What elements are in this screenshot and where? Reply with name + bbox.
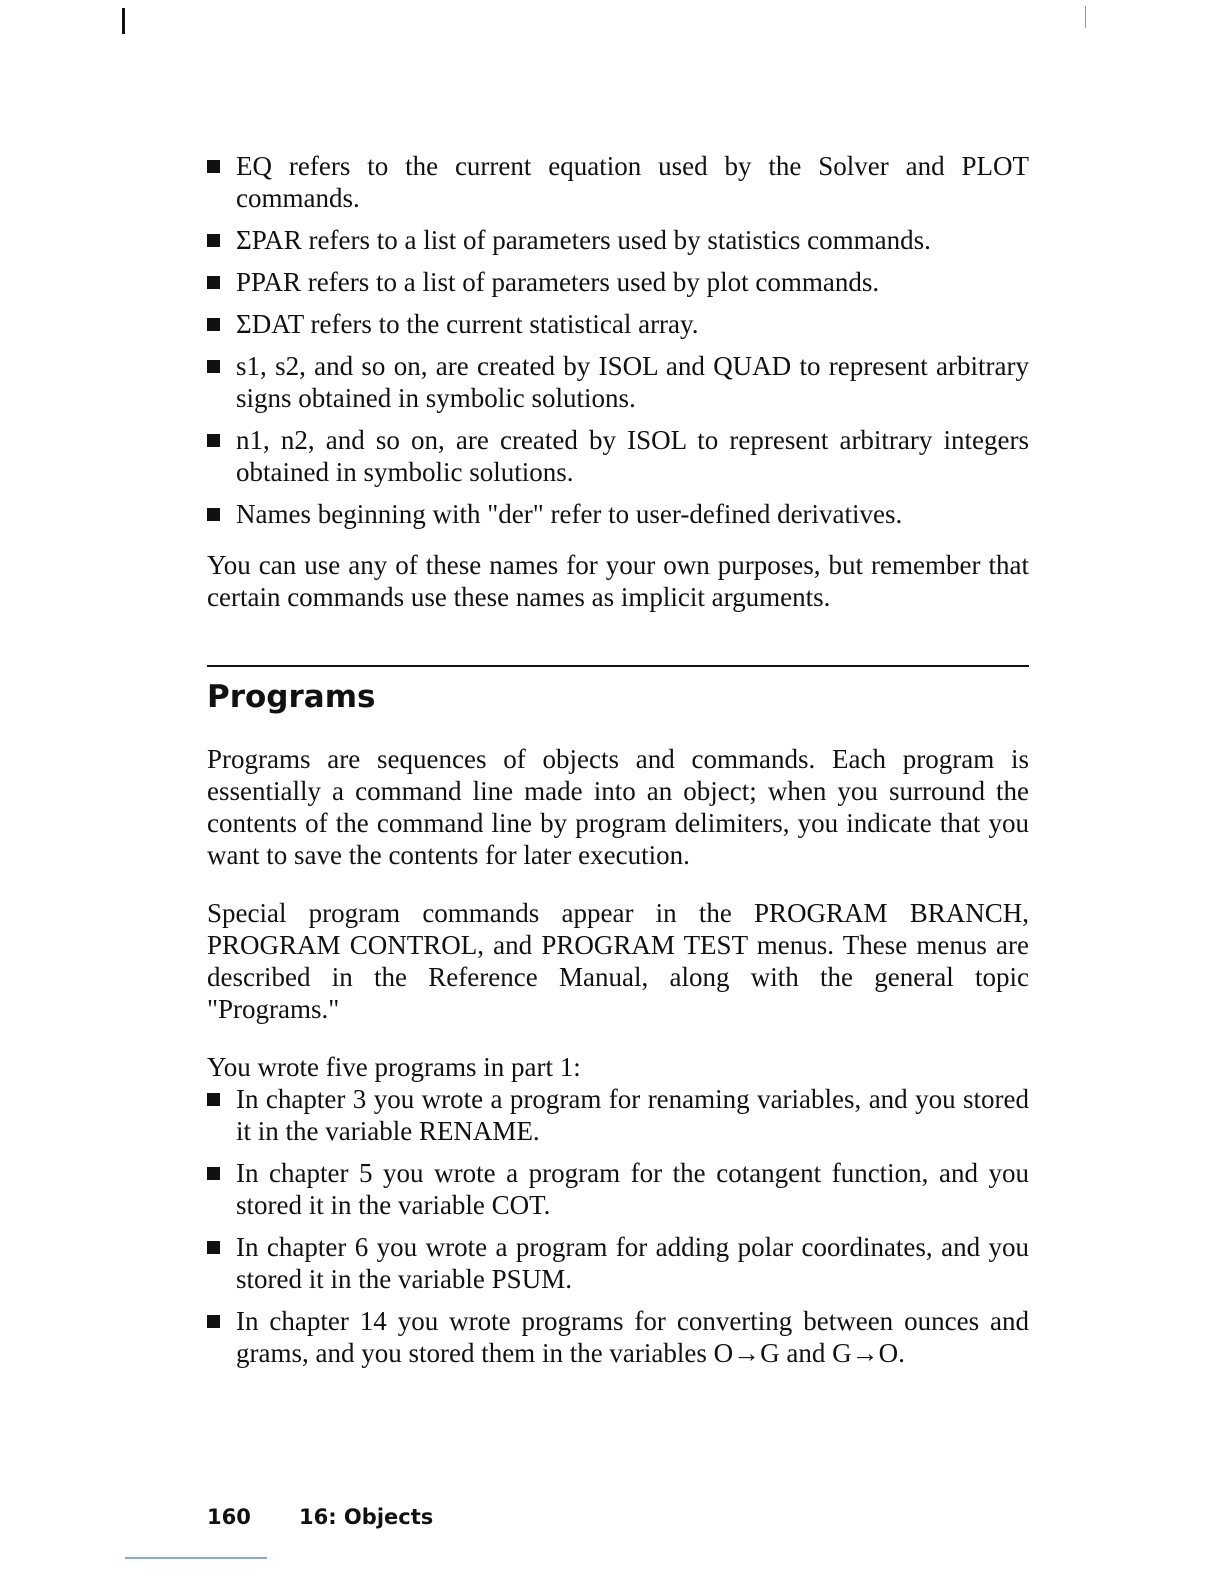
list-item-text: EQ refers to the current equation used by the Solver and PLOT commands. — [236, 151, 1029, 213]
list-item — [207, 1305, 1029, 1369]
bullet-square-icon — [207, 318, 220, 331]
closing-paragraph: You can use any of these names for your own purposes, but remember that certain commands use these names as implicit arguments. — [207, 550, 1029, 612]
list-item-text: ΣDAT refers to the current statistical array. — [236, 309, 699, 339]
list-item — [207, 498, 1029, 530]
bullet-square-icon — [207, 508, 220, 521]
programs-paragraph-1: Programs are sequences of objects and commands. Each program is essentially a command line made into an object; when you surround the contents of the command line by program delimiters, you indicate that you want to save the contents for later execution. — [207, 744, 1029, 870]
list-item — [207, 224, 1029, 256]
bullet-square-icon — [207, 234, 220, 247]
list-item-text: In chapter 6 you wrote a program for adding polar coordinates, and you stored it in the variable PSUM. — [236, 1232, 1029, 1294]
list-item — [207, 1083, 1029, 1147]
list-item — [207, 350, 1029, 414]
list-item-text: PPAR refers to a list of parameters used by plot commands. — [236, 267, 880, 297]
list-item-text: Names beginning with "der" refer to user-defined derivatives. — [236, 499, 903, 529]
bullet-square-icon — [207, 360, 220, 373]
bullet-square-icon — [207, 1093, 220, 1106]
bullet-square-icon — [207, 1241, 220, 1254]
chapter-title: 16: Objects — [299, 1505, 434, 1529]
list-item-text: In chapter 5 you wrote a program for the cotangent function, and you stored it in the variable COT. — [236, 1158, 1029, 1220]
list-item-text: ΣPAR refers to a list of parameters used by statistics commands. — [236, 225, 931, 255]
bullet-square-icon — [207, 434, 220, 447]
bottom-edge-line — [125, 1557, 267, 1559]
binding-mark-left — [122, 8, 125, 34]
list-item — [207, 424, 1029, 488]
list-item — [207, 150, 1029, 214]
page-number: 160 — [207, 1505, 251, 1529]
programs-list — [207, 1083, 1029, 1369]
bullet-square-icon — [207, 1167, 220, 1180]
programs-paragraph-3: You wrote five programs in part 1: — [207, 1052, 581, 1082]
list-item — [207, 1231, 1029, 1295]
list-item-text: s1, s2, and so on, are created by ISOL and QUAD to represent arbitrary signs obtained in symbolic solutions. — [236, 351, 1029, 413]
reserved-names-list — [207, 150, 1029, 530]
bullet-square-icon — [207, 1315, 220, 1328]
programs-paragraph-2: Special program commands appear in the PROGRAM BRANCH, PROGRAM CONTROL, and PROGRAM TEST menus. These menus are described in the Reference Manual, along with the general topic "Programs." — [207, 898, 1029, 1024]
bullet-square-icon — [207, 276, 220, 289]
page-footer — [207, 1503, 433, 1531]
list-item — [207, 266, 1029, 298]
list-item-text: In chapter 14 you wrote programs for converting between ounces and grams, and you stored them in the variables O→G and G→O. — [236, 1306, 1029, 1368]
list-item — [207, 1157, 1029, 1221]
binding-mark-right — [1085, 6, 1086, 28]
section-divider — [207, 665, 1029, 667]
bullet-square-icon — [207, 160, 220, 173]
list-item-text: In chapter 3 you wrote a program for renaming variables, and you stored it in the variable RENAME. — [236, 1084, 1029, 1146]
page-content — [207, 150, 1029, 1379]
section-heading: Programs — [207, 679, 376, 715]
list-item — [207, 308, 1029, 340]
list-item-text: n1, n2, and so on, are created by ISOL to represent arbitrary integers obtained in symbolic solutions. — [236, 425, 1029, 487]
